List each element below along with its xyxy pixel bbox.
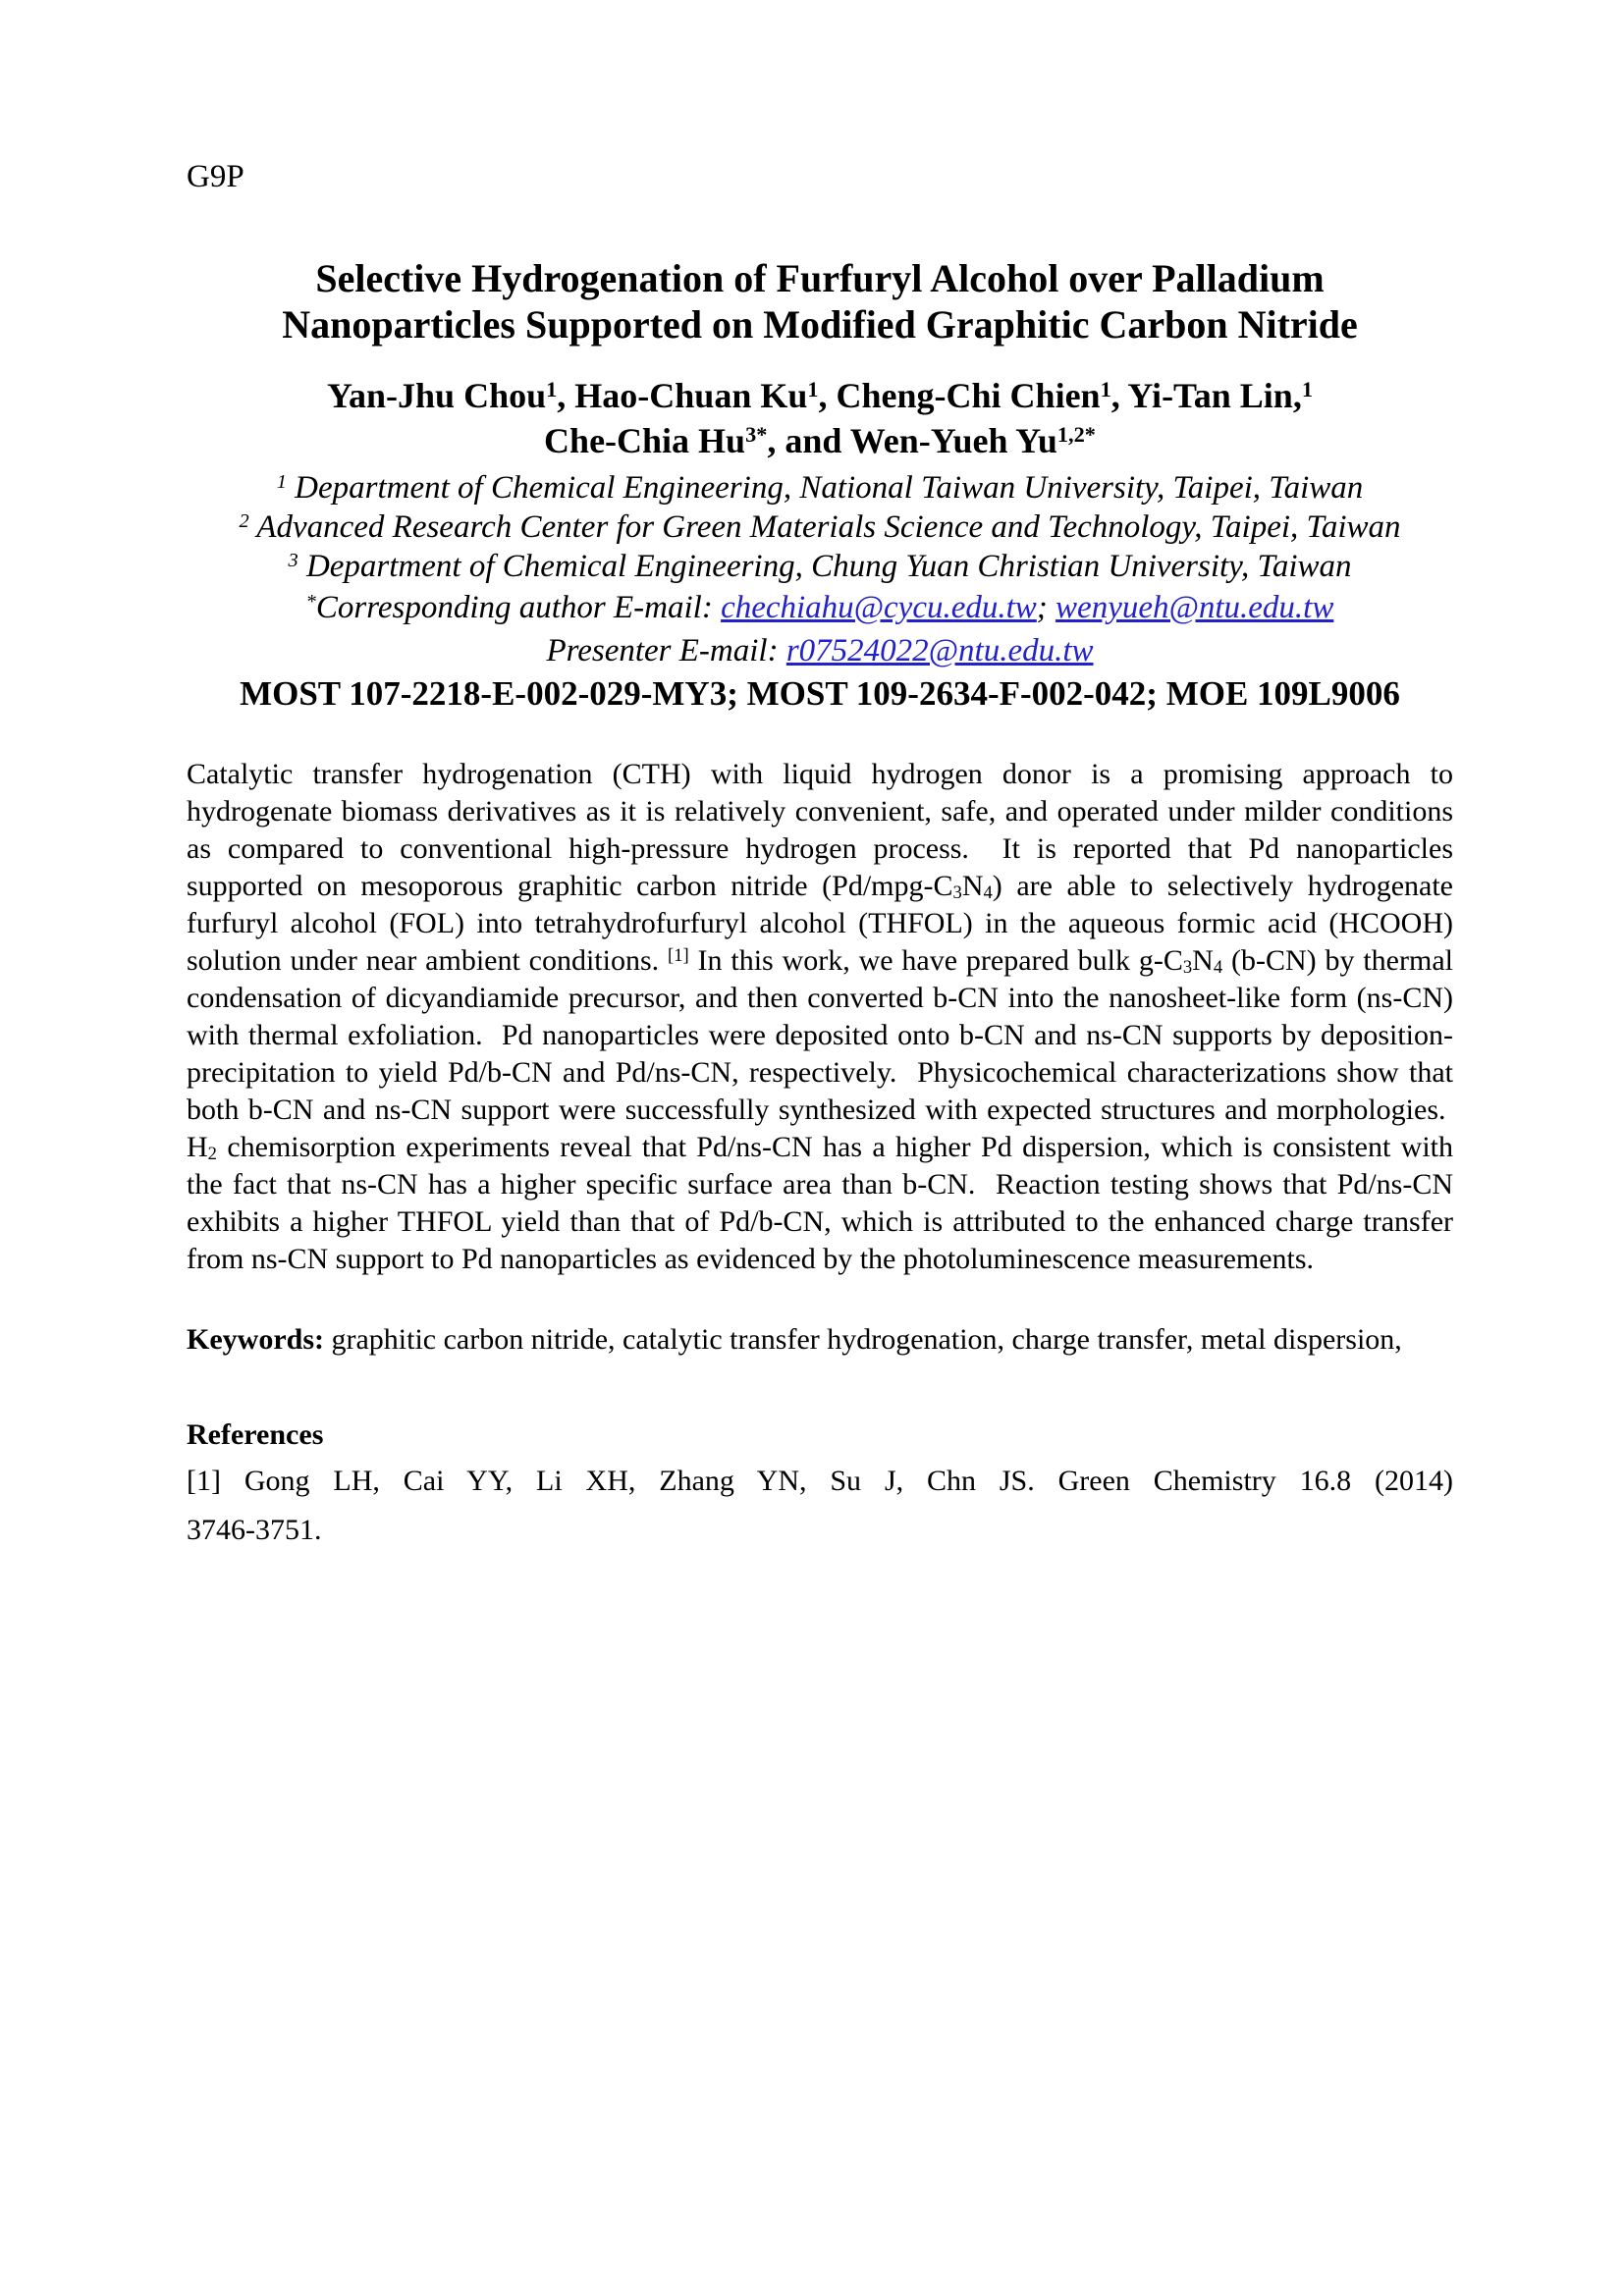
email-link[interactable]: wenyueh@ntu.edu.tw	[1056, 590, 1334, 625]
reference-line: 3746-3751.	[187, 1514, 322, 1546]
sup-text: 1	[1301, 376, 1313, 401]
sup-text: 3	[288, 549, 298, 571]
paper-title	[187, 255, 1453, 347]
sup-text: 1	[276, 470, 287, 493]
presenter-email-line: Presenter E-mail: r07524022@ntu.edu.tw	[546, 633, 1094, 668]
affiliation-2: $^2$ Advanced Research Center for Green Materials Science and Technology, Taipei, Taiwan	[239, 509, 1401, 545]
reference-item	[187, 1457, 1453, 1555]
sup-text: *	[305, 590, 316, 613]
email-link[interactable]: chechiahu@cycu.edu.tw	[721, 590, 1037, 625]
sub-text: 3	[952, 882, 962, 904]
paper-title-line-1: Selective Hydrogenation of Furfuryl Alcohol over Palladium	[315, 256, 1325, 300]
sup-text: 3*	[745, 421, 768, 447]
grant-numbers: MOST 107-2218-E-002-029-MY3; MOST 109-2634-F-002-042; MOE 109L9006	[240, 674, 1400, 713]
author-line-1: Yan-Jhu Chou$^1$, Hao-Chuan Ku$^1$, Cheng-Chi Chien$^1$, Yi-Tan Lin,$^1$	[327, 376, 1313, 415]
sup-text: 1	[807, 376, 819, 401]
email-link[interactable]: r07524022@ntu.edu.tw	[785, 633, 1094, 668]
abstract-text: Catalytic transfer hydrogenation (CTH) with liquid hydrogen donor is a promising approach to hydrogenate biomass derivatives as it is relatively convenient, safe, and operated under milder conditions as compared to conventional high-pressure hydrogen process. It is reported that Pd nanoparticles supported on mesoporous graphitic carbon nitride (Pd/mpg-C3N4) are able to selectively hydrogenate furfuryl alcohol (FOL) into tetrahydrofurfuryl alcohol (THFOL) in the aqueous formic acid (HCOOH) solution under near ambient conditions. [1] In this work, we have prepared bulk g-C3N4 (b-CN) by thermal condensation of dicyandiamide precursor, and then converted b-CN into the nanosheet-like form (ns-CN) with thermal exfoliation. Pd nanoparticles were deposited onto b-CN and ns-CN supports by deposition-precipitation to yield Pd/b-CN and Pd/ns-CN, respectively. Physicochemical characterizations show that both b-CN and ns-CN support were successfully synthesized with expected structures and morphologies. H2 chemisorption experiments reveal that Pd/ns-CN has a higher Pd dispersion, which is consistent with the fact that ns-CN has a higher specific surface area than b-CN. Reaction testing shows that Pd/ns-CN exhibits a higher THFOL yield than that of Pd/b-CN, which is attributed to the enhanced charge transfer from ns-CN support to Pd nanoparticles as evidenced by the photoluminescence measurements.	[187, 758, 1453, 1275]
affiliation-3: $^3$ Department of Chemical Engineering, Chung Yuan Christian University, Taiwan	[288, 549, 1352, 584]
paper-code: G9P	[187, 159, 244, 194]
sup-text: 1	[1100, 376, 1111, 401]
sub-text: 3	[1182, 957, 1193, 979]
references-heading: References	[187, 1418, 324, 1451]
author-list	[187, 373, 1453, 463]
affiliation-1: $^1$ Department of Chemical Engineering, National Taiwan University, Taipei, Taiwan	[276, 470, 1364, 506]
sup-text: [1]	[668, 944, 689, 966]
affiliation-list	[187, 468, 1453, 586]
content-column	[187, 255, 1453, 1555]
sub-text: 4	[983, 882, 993, 904]
bold-label: Keywords:	[187, 1323, 324, 1356]
sub-text: 2	[207, 1144, 217, 1165]
reference-line: [1] Gong LH, Cai YY, Li XH, Zhang YN, Su J, Chn JS. Green Chemistry 16.8 (2014)	[187, 1465, 1453, 1497]
author-line-2: Che-Chia $Hu^{3*}$, and Wen-Yueh $Yu^{1,2*}$	[544, 421, 1096, 460]
corresponding-author-email-line: *Corresponding author E-mail: chechiahu@cycu.edu.tw; wenyueh@ntu.edu.tw	[305, 590, 1334, 625]
sub-text: 4	[1213, 957, 1223, 979]
sup-text: 1	[546, 376, 558, 401]
keywords-line: Keywords: graphitic carbon nitride, catalytic transfer hydrogenation, charge transfer, metal dispersion,	[187, 1323, 1402, 1356]
paper-title-line-2: Nanoparticles Supported on Modified Graphitic Carbon Nitride	[282, 302, 1358, 347]
sup-text: 1,2*	[1056, 421, 1096, 447]
sup-text: 2	[239, 509, 249, 532]
